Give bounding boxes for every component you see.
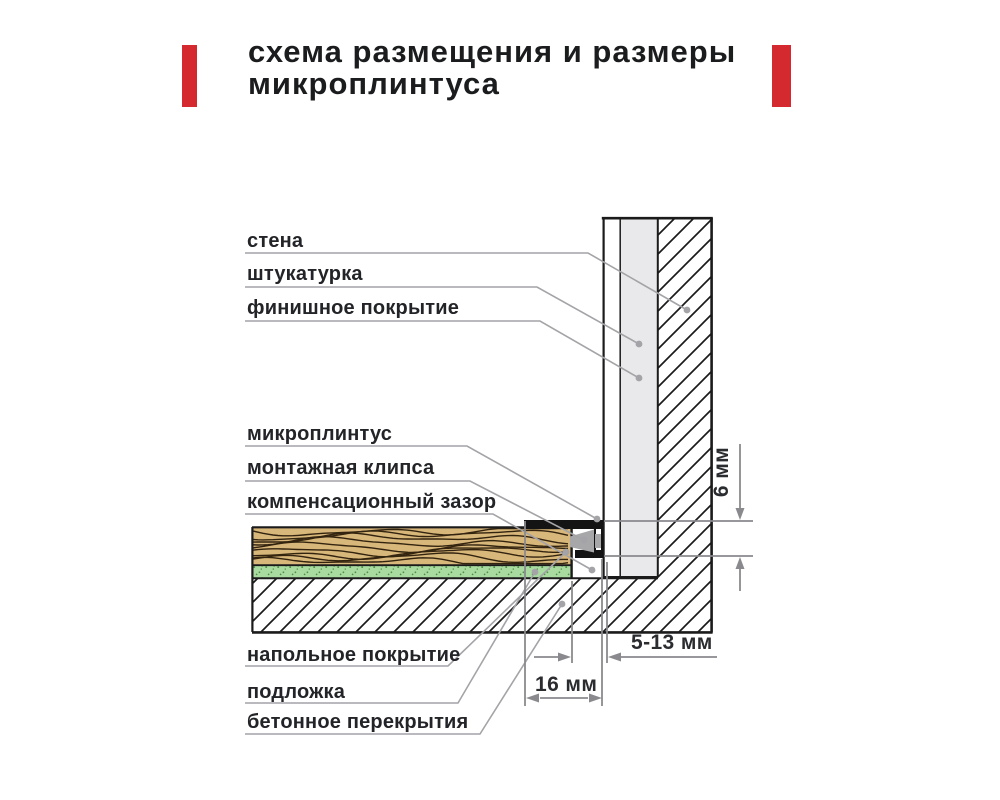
label-wall: стена xyxy=(247,230,304,252)
dimension-6mm-label: 6 мм xyxy=(710,446,733,498)
page-title-line1: схема размещения и размеры xyxy=(248,34,737,69)
label-finish-coat: финишное покрытие xyxy=(247,297,460,319)
dimension-16mm-label: 16 мм xyxy=(535,673,598,696)
label-mounting-clip: монтажная клипса xyxy=(247,457,435,479)
dimension-5-13mm-arrows xyxy=(558,653,621,662)
leader-finish-coat xyxy=(245,321,639,378)
label-floor-covering: напольное покрытие xyxy=(247,644,461,666)
plaster-layer xyxy=(621,218,659,577)
concrete-slab xyxy=(252,578,712,633)
floor-covering-layer xyxy=(253,528,571,566)
label-plaster: штукатурка xyxy=(247,263,363,285)
dimension-6mm-arrows xyxy=(736,508,745,569)
label-underlay: подложка xyxy=(247,681,346,703)
label-microplinth: микроплинтус xyxy=(247,423,393,445)
page-title-line2: микроплинтуса xyxy=(248,66,500,101)
label-expansion-gap: компенсационный зазор xyxy=(247,491,497,513)
underlay-layer xyxy=(253,566,571,578)
dimension-5-13mm-label: 5-13 мм xyxy=(631,631,713,654)
label-concrete-slab: бетонное перекрытия xyxy=(247,711,469,733)
wall-hatch xyxy=(658,218,712,633)
